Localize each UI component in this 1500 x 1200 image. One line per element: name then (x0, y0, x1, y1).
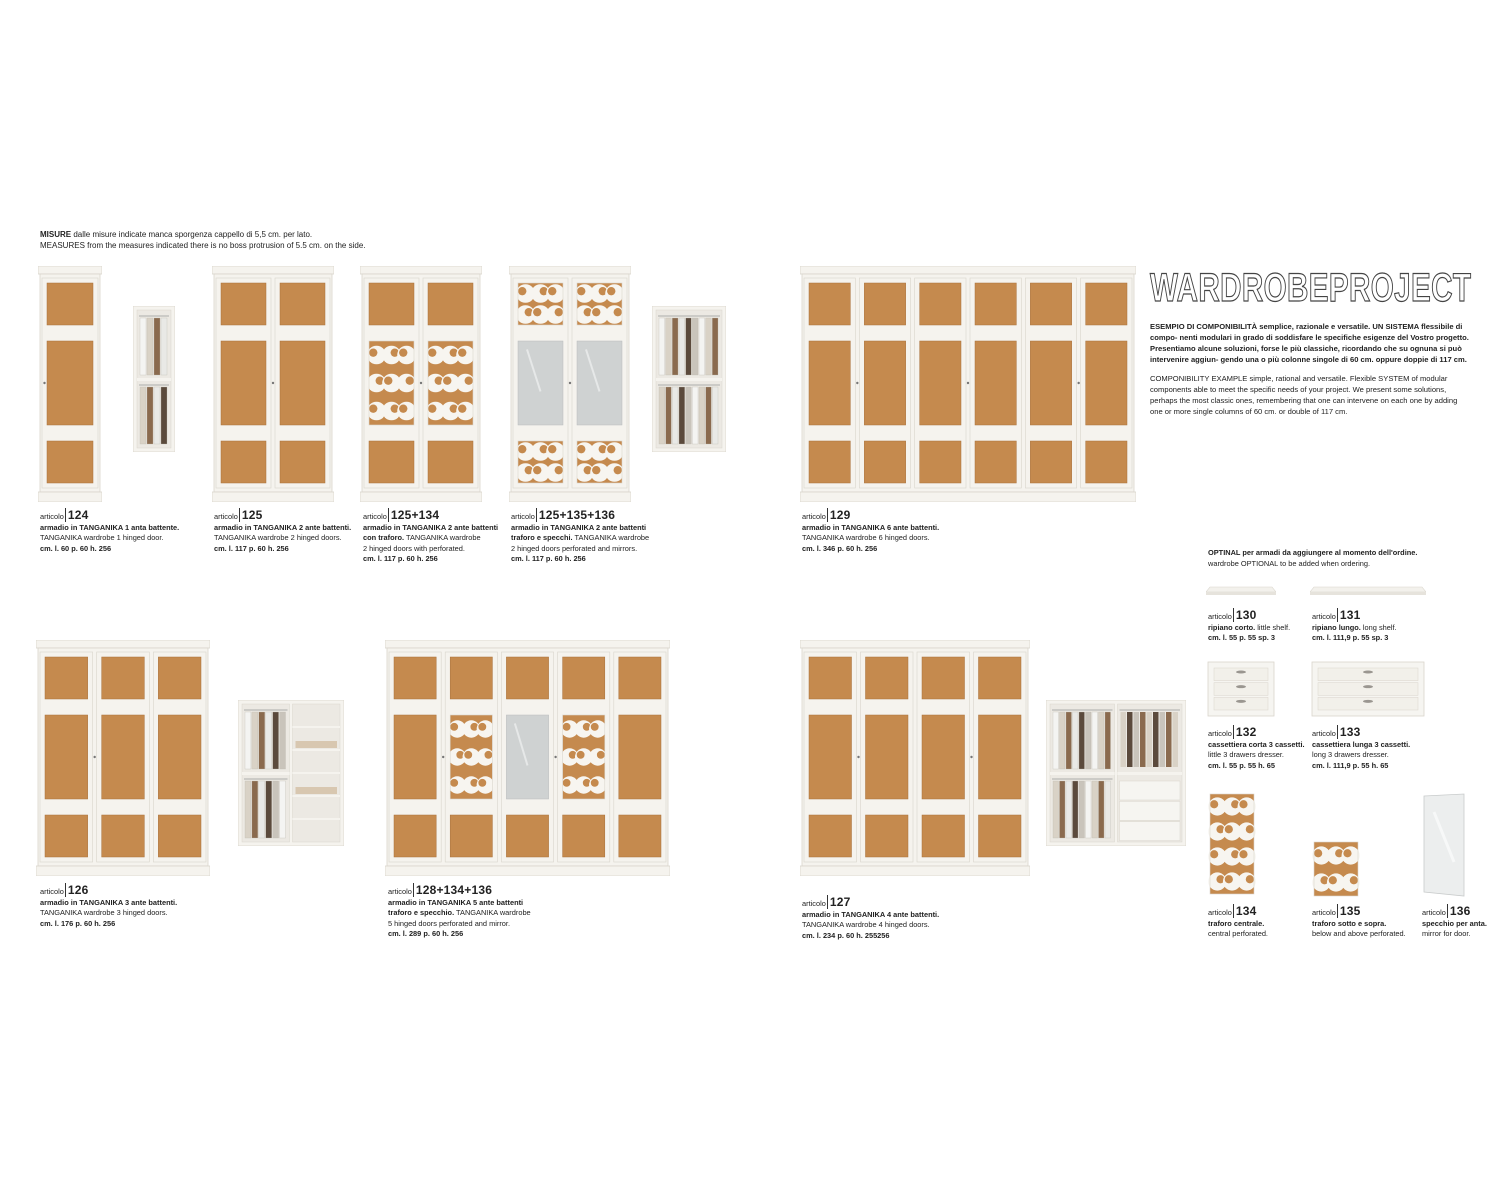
caption-en: TANGANIKA wardrobe (454, 908, 531, 918)
caption-en: little shelf. (1255, 622, 1291, 632)
interior-125 (652, 306, 726, 452)
caption-131 (1312, 610, 1397, 644)
caption-en: TANGANIKA wardrobe (404, 533, 481, 543)
intro-en-text: simple, rational and versatile. Flexible SYSTEM of modular components able to meet the specific needs of your project. We present some solutions, perhaps the most classic ones, remembering that one can intervene on each one by adding one or more single columns of 60 cm. or double of 117 cm. (1150, 374, 1458, 416)
caption-135 (1312, 906, 1406, 940)
caption-it: armadio in TANGANIKA 2 ante battenti (363, 522, 499, 532)
caption-it: traforo sotto e sopra. (1312, 918, 1387, 928)
article-number: 136 (1447, 904, 1471, 918)
caption-dimensions: cm. l. 55 p. 55 h. 65 (1208, 760, 1275, 770)
caption-articolo: articolo (1312, 908, 1336, 917)
caption-it: armadio in TANGANIKA 6 ante battenti. (802, 522, 940, 532)
article-number: 125+135+136 (536, 508, 615, 522)
caption-dimensions: cm. l. 117 p. 60 h. 256 (363, 554, 438, 564)
caption-dimensions: cm. l. 234 p. 60 h. 255256 (802, 930, 890, 940)
caption-127 (802, 897, 939, 941)
caption-en: central perforated. (1208, 929, 1268, 939)
caption-it: armadio in TANGANIKA 3 ante battenti. (40, 897, 178, 907)
caption-130 (1208, 610, 1290, 644)
wardrobe-124 (38, 266, 102, 502)
optional-it-text: per armadi da aggiungere al momento dell'ordine. (1240, 548, 1418, 557)
caption-en-cont: 5 hinged doors perforated and mirror. (388, 918, 511, 928)
caption-it-cont: traforo e specchio. (388, 908, 455, 918)
caption-articolo: articolo (511, 512, 535, 521)
measures-it-text: dalle misure indicate manca sporgenza cappello di 5,5 cm. per lato. (71, 230, 313, 239)
caption-articolo: articolo (40, 512, 64, 521)
article-number: 127 (827, 895, 851, 909)
wardrobe-125 (212, 266, 334, 502)
measures-en-label: MEASURES (40, 241, 85, 250)
caption-dimensions: cm. l. 346 p. 60 h. 256 (802, 543, 878, 553)
caption-dimensions: cm. l. 117 p. 60 h. 256 (214, 543, 289, 553)
optional-en-pre: wardrobe (1208, 559, 1241, 568)
article-number: 124 (65, 508, 89, 522)
interior-127 (1046, 700, 1186, 846)
perforated-central (1206, 792, 1258, 898)
caption-it: armadio in TANGANIKA 4 ante battenti. (802, 909, 940, 919)
intro-text (1150, 321, 1470, 425)
caption-en: TANGANIKA wardrobe 2 hinged doors. (214, 533, 342, 543)
caption-articolo: articolo (214, 512, 238, 521)
caption-dimensions: cm. l. 117 p. 60 h. 256 (511, 554, 586, 564)
caption-dimensions: cm. l. 176 p. 60 h. 256 (40, 918, 116, 928)
caption-articolo: articolo (1208, 729, 1232, 738)
article-number: 134 (1233, 904, 1257, 918)
article-number: 130 (1233, 608, 1257, 622)
caption-it: ripiano corto. (1208, 622, 1256, 632)
caption-en-cont: 2 hinged doors with perforated. (363, 543, 465, 553)
article-number: 128+134+136 (413, 883, 492, 897)
optional-en-text: to be added when ordering. (1277, 559, 1371, 568)
article-number: 126 (65, 883, 89, 897)
article-number: 125 (239, 508, 263, 522)
article-number: 125+134 (388, 508, 439, 522)
caption-en: little 3 drawers dresser. (1208, 750, 1284, 760)
wardrobe-125-134 (360, 266, 482, 502)
caption-it: traforo centrale. (1208, 918, 1265, 928)
caption-articolo: articolo (1312, 612, 1336, 621)
measures-it-label: MISURE (40, 230, 72, 239)
caption-125-135-136 (511, 510, 649, 565)
caption-en: TANGANIKA wardrobe 1 hinged door. (40, 533, 164, 543)
wardrobe-129 (800, 266, 1136, 502)
measures-note (40, 229, 366, 251)
caption-en: mirror for door. (1422, 929, 1471, 939)
caption-en: TANGANIKA wardrobe 3 hinged doors. (40, 908, 168, 918)
caption-dimensions: cm. l. 111,9 p. 55 sp. 3 (1312, 633, 1389, 643)
caption-articolo: articolo (802, 512, 826, 521)
interior-124 (133, 306, 175, 452)
caption-articolo: articolo (40, 887, 64, 896)
caption-en: long 3 drawers dresser. (1312, 750, 1389, 760)
intro-it-label: ESEMPIO DI COMPONIBILITÀ (1150, 322, 1258, 331)
caption-dimensions: cm. l. 111,9 p. 55 h. 65 (1312, 760, 1389, 770)
dresser-long (1310, 660, 1426, 720)
caption-136 (1422, 906, 1487, 940)
wardrobe-125-135-136 (509, 266, 631, 502)
article-number: 135 (1337, 904, 1361, 918)
caption-it: ripiano lungo. (1312, 622, 1361, 632)
caption-126 (40, 885, 177, 929)
article-number: 133 (1337, 725, 1361, 739)
perforated-below-above (1310, 840, 1362, 898)
article-number: 129 (827, 508, 851, 522)
caption-dimensions: cm. l. 60 p. 60 h. 256 (40, 543, 112, 553)
wardrobe-127 (800, 640, 1030, 876)
wardrobe-128-134-136 (385, 640, 670, 876)
caption-articolo: articolo (388, 887, 412, 896)
caption-it-cont: con traforo. (363, 533, 405, 543)
caption-132 (1208, 727, 1305, 771)
interior-126 (238, 700, 344, 846)
caption-articolo: articolo (1312, 729, 1336, 738)
caption-en: TANGANIKA wardrobe 4 hinged doors. (802, 920, 930, 930)
caption-it-cont: traforo e specchi. (511, 533, 573, 543)
caption-125 (214, 510, 351, 554)
caption-it: armadio in TANGANIKA 5 ante battenti (388, 897, 524, 907)
caption-articolo: articolo (363, 512, 387, 521)
intro-it-text: semplice, razionale e versatile. UN SISTEMA flessibile di compo- nenti modulari in grado di soddisfare le specifiche esigenze del Vostro progetto. Presentiamo alcune soluzioni, forse le più classiche, ricordando che su ognuna si può intervenire aggiun- gendo una o più colonne singole di 60 cm. oppure doppie di 117 cm. (1150, 322, 1469, 364)
dresser-short (1206, 660, 1276, 720)
article-number: 131 (1337, 608, 1361, 622)
caption-en: TANGANIKA wardrobe 6 hinged doors. (802, 533, 930, 543)
caption-it: armadio in TANGANIKA 1 anta battente. (40, 522, 180, 532)
caption-en: below and above perforated. (1312, 929, 1406, 939)
caption-dimensions: cm. l. 289 p. 60 h. 256 (388, 929, 464, 939)
caption-it: cassettiera corta 3 cassetti. (1208, 739, 1305, 749)
caption-articolo: articolo (1208, 612, 1232, 621)
caption-124 (40, 510, 179, 554)
caption-it: specchio per anta. (1422, 918, 1487, 928)
wardrobe-126 (36, 640, 210, 876)
optional-note (1208, 547, 1417, 569)
caption-134 (1208, 906, 1268, 940)
caption-it: cassettiera lunga 3 cassetti. (1312, 739, 1411, 749)
caption-125-134 (363, 510, 498, 565)
caption-articolo: articolo (802, 899, 826, 908)
caption-129 (802, 510, 939, 554)
caption-128-134-136 (388, 885, 531, 940)
article-number: 132 (1233, 725, 1257, 739)
caption-dimensions: cm. l. 55 p. 55 sp. 3 (1208, 633, 1275, 643)
caption-it: armadio in TANGANIKA 2 ante battenti. (214, 522, 352, 532)
caption-articolo: articolo (1208, 908, 1232, 917)
shelf-long (1310, 583, 1426, 597)
optional-en-label: OPTIONAL (1240, 559, 1278, 568)
measures-en-text: from the measures indicated there is no boss protrusion of 5.5 cm. on the side. (84, 241, 366, 250)
optional-it-label: OPTINAL (1208, 548, 1241, 557)
shelf-short (1206, 583, 1276, 597)
intro-en-label: COMPONIBILITY EXAMPLE (1150, 374, 1248, 383)
door-mirror (1420, 792, 1468, 898)
caption-133 (1312, 727, 1410, 771)
caption-articolo: articolo (1422, 908, 1446, 917)
caption-en: TANGANIKA wardrobe (572, 533, 650, 543)
caption-it: armadio in TANGANIKA 2 ante battenti (511, 522, 647, 532)
caption-en: long shelf. (1360, 622, 1397, 632)
caption-en-cont: 2 hinged doors perforated and mirrors. (511, 543, 638, 553)
brand-title: WARDROBEPROJECT (1150, 266, 1472, 310)
